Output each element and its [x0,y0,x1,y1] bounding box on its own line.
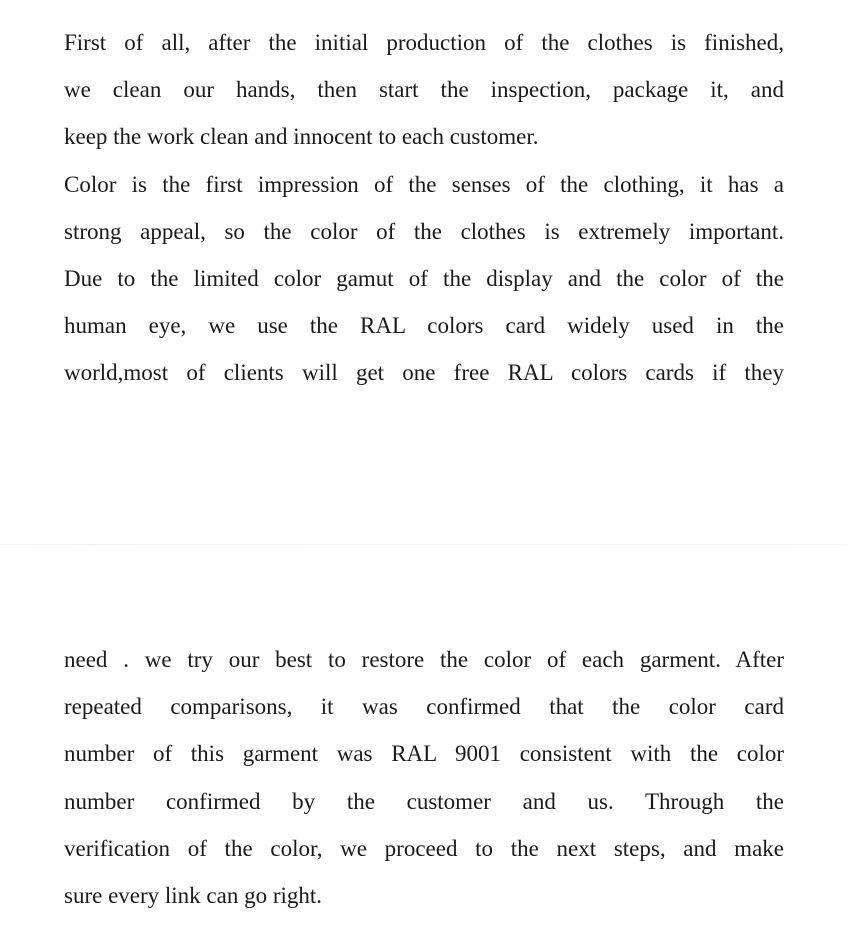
text-line: we clean our hands, then start the inspection, package it, and [64,77,784,103]
text-line: number of this garment was RAL 9001 consistent with the color [64,741,784,767]
text-line: human eye, we use the RAL colors card widely used in the [64,313,784,339]
top-text-block [64,19,784,397]
text-line: sure every link can go right. [64,882,323,908]
text-line: First of all, after the initial production of the clothes is finished, [64,30,784,55]
text-line: world,most of clients will get one free RAL colors cards if they [64,360,784,386]
section-divider [0,544,848,545]
text-line: need . we try our best to restore the color of each garment. After [64,647,784,672]
text-line: verification of the color, we proceed to the next steps, and make [64,835,784,861]
text-line: keep the work clean and innocent to each customer. [64,124,539,150]
text-line: repeated comparisons, it was confirmed that the color card [64,694,784,720]
text-line: strong appeal, so the color of the clothes is extremely important. [64,218,784,244]
text-line: Color is the first impression of the senses of the clothing, it has a [64,171,784,197]
text-line: number confirmed by the customer and us. Through the [64,788,784,814]
bottom-text-block [64,636,784,919]
text-line: Due to the limited color gamut of the display and the color of the [64,265,784,291]
